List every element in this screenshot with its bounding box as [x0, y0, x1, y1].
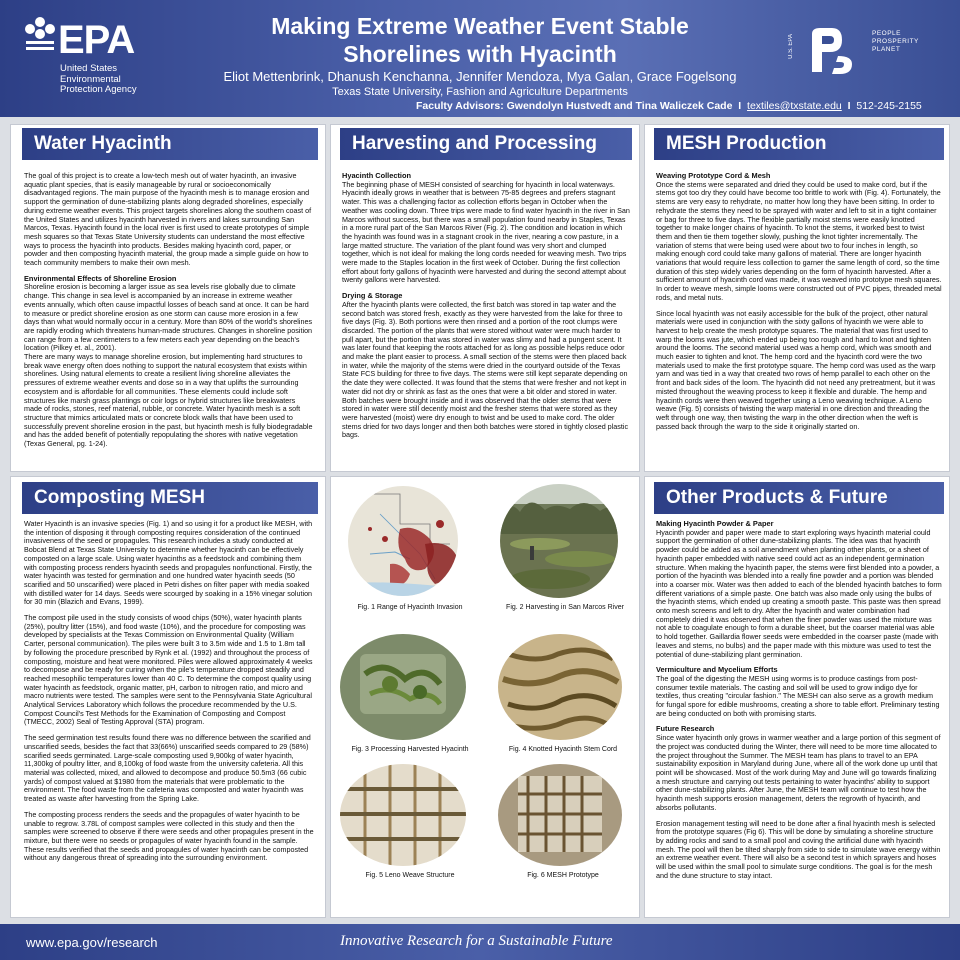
fig6-mesh-photo: [498, 764, 622, 866]
p3-mark-icon: [808, 26, 854, 76]
institution: Texas State University, Fashion and Agriculture Departments: [332, 86, 628, 98]
epa-wordmark: EPA: [58, 18, 135, 62]
poster-footer: [0, 924, 960, 960]
mesh-production-heading: MESH Production: [654, 128, 944, 160]
harvesting-text: Hyacinth Collection The beginning phase of MESH consisted of searching for hyacinth in local waterways. Hyacinth ideally grows in weather that is between 75-85 degrees and prefers stagnant water. This was a challenging factor as collection efforts began in October when the weather was cooling down. Three trips were made to find water hyacinth in the river in San Marcos without success, but there was a small population found nearby in Staples, Texas in a more rural part of the San Marcos River (Fig. 2). The condition and location in which the hyacinth was found was in a stagnant crook in the river, nearing a cow pasture, in a large matted structure. The variation of the plant found was very short and clumped together, which is not ideal for making the long cords needed for weaving mesh. Two trips were made to the Staples location in the first week of October. During the first collection effort about forty gallons of hyacinth were harvested and during the second attempt about twenty gallons were harvested. Drying & Storage After the hyacinth plants were collected, the first batch was stored in tap water and the second batch was stored fresh, exactly as they were harvested from the lake for three to five days (Fig. 3). Both portions were then rinsed and a portion of the root clumps were discarded. The portion of the plants that were stored without water were much harder to pull apart, but the portion that was stored in water was slimy and had a pungent scent. It was later found that keeping the roots attached for as long as possible helps reduce odor and make the plant easier to process. A small section of the stems were then placed back in water, while the majority of the stems were dried in the courtyard outside of the Texas State FCS building for three to five days. The stems were still kept separate depending on the date they were collected. It was found that the stems that were fresher and not kept in water did not dry or shrink as fast as the ones that were a bit older and stored in water. Both batches were brought inside and it was observed that the older stems that were stored in water were still decently moist and the fresher stems that were stored as they were harvested (moist) were dry enough to twist and be used to make cord. The older stems dried for two days longer and then both batches were stored in tightly closed plastic bags.: [342, 171, 630, 440]
p3-logo: U.S. EPA PEOPLE PROSPERITY PLANET: [788, 26, 958, 86]
poster-title: Making Extreme Weather Event Stable Shorelines with Hyacinth: [271, 13, 689, 67]
epa-agency-name: United States Environmental Protection Agency: [60, 63, 137, 95]
epa-logo: [22, 14, 142, 104]
fig3-processing-photo: [340, 634, 466, 740]
epa-flower-icon: [22, 14, 58, 58]
footer-tagline: Innovative Research for a Sustainable Future: [340, 933, 613, 949]
fig6-caption: Fig. 6 MESH Prototype: [527, 872, 599, 879]
other-products-heading: Other Products & Future: [654, 482, 944, 514]
fig1-range-map: [340, 484, 466, 598]
fig1-caption: Fig. 1 Range of Hyacinth Invasion: [357, 604, 463, 611]
harvesting-heading: Harvesting and Processing: [340, 128, 632, 160]
fig5-weave-photo: [340, 764, 466, 866]
fig2-caption: Fig. 2 Harvesting in San Marcos River: [506, 604, 624, 611]
other-products-text: Making Hyacinth Powder & Paper Hyacinth powder and paper were made to start exploring ways hyacinth material could support the germination of other dune-stabilizing plants. The idea was that hyacinth powder could be added as a soil amendment when planting other plants, or a sheet of hyacinth paper embedded with native seed could act as an independent germination structure. When making the hyacinth paper, the stems were first blended into a powder, a portion of the hyacinth was blended into a really fine powder and a portion was blended into a coarser mix. Water was then added to each of the blended hyacinth batches to form different variations of a simple paste. One batch was also made only using the bulbs of the hyacinth stems, which ended up creating a smooth paste. This paste was then spread onto mesh screens and left to dry. After the hyacinth and water combination had completely dried it was observed that when the finer powder was used the mixture was not able to coagulate enough to form a durable sheet, but the coarser material was able to hold together. Gaillardia flower seeds were embedded in the coarser paste (made with leaves and stems, no bulbs) and the paper made with this mixture was used to test the potential of dune-stabilizing plant germination. Vermiculture and Mycelium Efforts The goal of the digesting the MESH using worms is to produce castings from post-consumer textile materials. The casting and soil will be used to grow indigo dye for textiles, thus creating "circular fashion." The MESH can also serve as a growth medium for fungal spore for edible mushrooms, creating a shore to table effort. Preliminary testing are being conducted on both with promising starts. Future Research Since water hyacinth only grows in warmer weather and a large portion of this segment of the project was conducted during the Winter, there will need to be more time allocated to the project throughout the Summer. The MESH team has plans to travel to an EPA sustainability exposition in Maryland during June, where all of the work done up until that point will be showcased. Most of the work during May and June will go towards finalizing a mesh structure and carrying out tests pertaining to water hyacinths' ability to support other dune-stabilizing plants. After June, the MESH team will continue to test how the hyacinth mesh supports erosion management, deters the regrowth of hyacinth, and absorbs pollutants. Erosion management testing will need to be done after a final hyacinth mesh is selected from the prototype squares (Fig 6). This will be done by simulating a shoreline structure by adding rocks and sand to a small pool and coving the artificial dune with hyacinth mesh. The pool will then be tilted sharply from side to side to simulate wave energy within an extreme weather event. There will also be a second test in which sprayers and hoses will be used within the small pool to simulate surge conditions. The goal is for the mesh and the dune structure to stay intact.: [656, 519, 942, 880]
contact-phone: 512-245-2155: [856, 100, 922, 112]
poster-header: [0, 0, 960, 117]
authors: Eliot Mettenbrink, Dhanush Kenchanna, Jennifer Mendoza, Mya Galan, Grace Fogelsong: [223, 69, 737, 84]
composting-text: Water Hyacinth is an invasive species (Fig. 1) and so using it for a product like MESH, with the intention of disposing it through composting requires consideration of the continued invasiveness of the seed or propagules. This research includes a study conducted at Bobcat Blend at Texas State University to determine whether hyacinth can be effectively composted on a large scale. Using water hyacinths as a feedstock and combining them with composting process renders hyacinth seeds and propagules nonfunctional. Firstly, the water hyacinth was tested for germination and one hundred water hyacinth seeds (50 scarified and 50 unscarified) were placed in Petri dishes on filter paper with media soaked with distilled water for 14 days. Seeds were scourged by soaking in a 15% vinegar solution for 30 min (Blazich and Evans, 1999). The compost pile used in the study consists of wood chips (50%), water hyacinth plants (25%), poultry litter (15%), and food waste (10%), and the procedure for composting was developed by specialists at the Texas Commission on Environmental Quality (William Carter, personal communication). The piles were built 3 to 3.5m wide and 1.5 to 1.8m tall by following the procedure prescribed by Rynk et al. (1992) and throughout the process of composting, moisture and heat were monitored. Piles were allowed approximately 4 weeks to decompose and be ready for curing when the pile's temperature dropped steadily and reached mesophilic temperatures lower than 40 C. To determine the compost quality using water hyacinth as feedstock, organic matter, pH, carbon to nitrogen ratio, and micro and macro nutrients were tested. The samples were sent to the Pennsylvania State Agricultural Analytical Services Laboratory which follows the procedure recommended by the U.S. Compost Council's Test Methods for the Examination of Composting and Compost (TMECC, 2002) Seal of Testing Approval (STA) program. The seed germination test results found there was no difference between the scarified and unscarified seeds, besides the fact that 33(66%) unscarified seeds compared to 29 (58%) scarified seeds germinated. Large-scale composting used 9,900kg of water hyacinth, 11,300kg of poultry litter, and 8,100kg of food waste from the university cafeteria. All this material was collected, mixed, and allowed to decompose and produce 50.5m3 (66 cubic yards) of compost valued at $1980 from the materials that were problematic to the environment. The food waste from the cafeteria was composted and water hyacinth was treated as waste after harvesting from the Spring Lake. The composting process renders the seeds and the propagules of water hyacinth to be unable to regrow. 3.78L of compost samples were collected in this study and then the samples were screened to observe if there were seeds and other propagules present in the mixture, but there were no seeds or propagules of water hyacinth found in the sample. These results verified that the seeds and propagules of water hyacinth can be composted without any dangerous threat of spreading into the surrounding environment.: [24, 519, 314, 863]
mesh-production-text: Weaving Prototype Cord & Mesh Once the stems were separated and dried they could be used to make cord, but if the stems got too dry they could have become too brittle to work with (Fig. 4). Fortunately, the stems are very easy to rehydrate, no matter how long they have been sitting. In order to rehydrate the stems they need to be sprayed with water and left to sit in a tight container or bag for three to five days. The flexible partially moist stems were easily knotted together to make longer chains of hyacinth. To knot the stems, it worked best to twist them and then tie them together slowly, pushing the knot tighter incrementally. The variation of stems that were being used were about two to four inches in length, so making enough cord could take many gallons of material. There are longer hyacinth variations that would require less collection to garner the same length of cord, so the time duration of this step widely varies depending on the form of hyacinth harvested. After a sufficient amount of hyacinth cord was made, it was weaved into prototype mesh squares. In order to weave mesh, simple looms were constructed out of PVC pipes, threaded metal rods, and metal nuts. Since local hyacinth was not easily accessible for the bulk of the project, other natural materials were used in conjunction with the sixty gallons of hyacinth we were able to harvest to help create the mesh prototype squares. The material that was first used to warp the looms was jute, which ended up being too rough and hard to knot and tighten around the looms. The second material used was a hemp cord, which was smooth and much easier to tighten and knot. The hemp cord and the hyacinth cord were the two materials used to make the first prototype square. The hemp cord was used as the warp yarn and was tied in a way that created two rows of hemp parallel to each other on the front and back sides of the loom. The hyacinth did not need any pretreatment, but it was misted throughout the weaving process to keep it flexible and durable. The hemp and hyacinth cords were then weaved together using a Leno weaving technique. A Leno weave (Fig. 5) consists of twisting the warp material in one direction and threading the weft through one way, then twisting the warp in the other direction when the weft is passed back through the warp to the side it originally started on.: [656, 171, 942, 431]
fig4-cord-photo: [498, 634, 622, 740]
contact-email-link[interactable]: textiles@txstate.edu: [747, 100, 842, 112]
composting-heading: Composting MESH: [22, 482, 318, 514]
faculty-advisors: Faculty Advisors: Gwendolyn Hustvedt and Tina Waliczek Cade I textiles@txstate.edu I 512-245-2155: [416, 100, 922, 112]
water-hyacinth-text: The goal of this project is to create a low-tech mesh out of water hyacinth, an invasive aquatic plant species, that is easily manageable by rural or socioeconomically disadvantaged regions. The main purpose of the hyacinth mesh is to manage erosion and support the germination of dune-stabilizing plants along degraded shorelines, especially during extreme weather events. This project targets shorelines along the southern coast of the United States and utilizes hyacinth harvested in rivers and lakes surrounding San Marcos, Texas. Hyacinth found in the local river is first used to create prototypes of simple mesh squares so that Texas State University students can understand the most effective ways to process the hyacinth into products. Besides making hyacinth cord, paper, or powder and then composting hyacinth material, the group made a simple guide on how to teach community members to make their own mesh. Environmental Effects of Shoreline Erosion Shoreline erosion is becoming a larger issue as sea levels rise globally due to climate change. This change in sea level is accompanied by an increase in extreme weather events annually, which often cause impactful losses of beach sand at once. It can be hard to measure or predict shoreline erosion as one storm can cause more erosion in a few days than what would normally occur in a century. More than 80% of the world's shorelines are rapidly eroding which threatens human-made structures. Changes in shoreline position can range from a few centimeters to a few meters each year depending on the beach's location (Pilkey et. al., 2001). There are many ways to manage shoreline erosion, but implementing hard structures to break wave energy often does nothing to support the natural ecosystem that exists within shorelines. Using natural elements to create a resilient living shoreline alleviates the pressures of extreme weather events and dose so in a way that uplifts the surrounding ecosystem and is affordable for all communities. These elements could include soft structures like marsh grass plantings or coir logs or hybrid structures like breakwaters made of rocks, stones, reef material, rubble, or concrete. Water hyacinth mesh is a soft structure that mimics articulated mats or concrete block walls that have been used to successfully prevent shoreline erosion in the past, but hyacinth mesh is fully biodegradable and has the added benefit of potentially repopulating the shores with native vegetation (Texas General, pg. 1-24).: [24, 171, 313, 449]
fig2-river-photo: [500, 484, 618, 598]
water-hyacinth-heading: Water Hyacinth: [22, 128, 318, 160]
fig4-caption: Fig. 4 Knotted Hyacinth Stem Cord: [508, 746, 618, 753]
fig3-caption: Fig. 3 Processing Harvested Hyacinth: [351, 746, 469, 753]
fig5-caption: Fig. 5 Leno Weave Structure: [365, 872, 455, 879]
footer-url-link[interactable]: www.epa.gov/research: [26, 935, 158, 950]
